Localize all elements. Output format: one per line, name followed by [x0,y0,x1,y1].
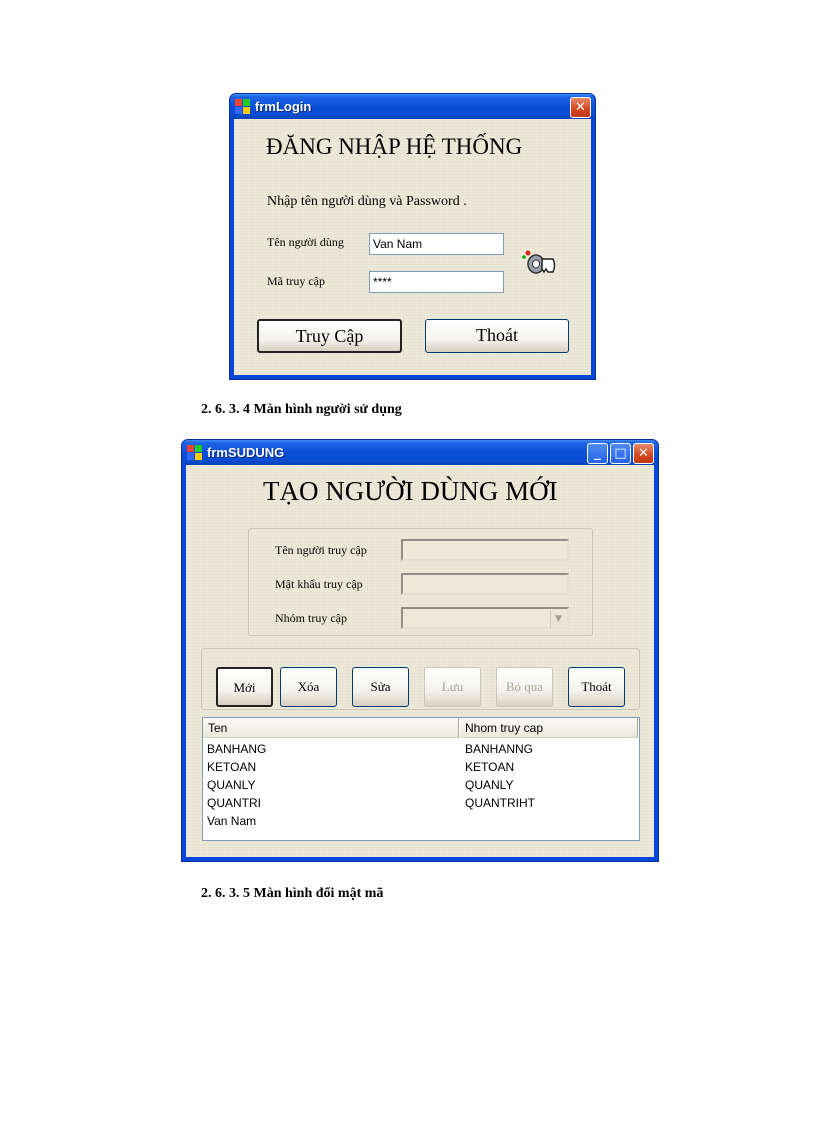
list-item[interactable]: QUANTRI [207,796,261,810]
caption-user-screen: 2. 6. 3. 4 Màn hình người sử dụng [201,402,402,417]
user-window-title: frmSUDUNG [207,445,285,460]
login-window [229,93,596,380]
user-titlebar[interactable] [182,440,658,465]
list-item[interactable]: BANHANG [207,742,267,756]
exit-button[interactable]: Thoát [568,667,625,707]
username-input[interactable]: Van Nam [369,233,504,255]
column-header-group[interactable] [460,718,638,738]
login-instruction: Nhập tên người dùng và Password . [267,194,467,209]
username-label: Tên người dùng [267,235,344,249]
login-titlebar[interactable] [230,94,595,119]
list-item-group: QUANLY [465,778,514,792]
save-button[interactable]: Lưu [424,667,481,707]
edit-button[interactable]: Sửa [352,667,409,707]
access-group-label: Nhóm truy cập [275,611,347,625]
password-input[interactable]: **** [369,271,504,293]
list-item[interactable]: KETOAN [207,760,257,774]
access-username-input[interactable] [401,539,569,561]
maximize-button[interactable]: □ [610,443,631,464]
user-client-area [186,465,654,857]
login-window-title: frmLogin [255,99,312,114]
user-fields-group [248,528,593,636]
user-window [181,439,659,862]
new-button[interactable]: Mới [216,667,273,707]
password-label: Mã truy cập [267,274,325,288]
user-heading: TẠO NGƯỜI DÙNG MỚI [263,476,558,506]
access-password-label: Mật khẩu truy cập [275,577,363,591]
login-heading: ĐĂNG NHẬP HỆ THỐNG [266,134,523,159]
access-password-input[interactable] [401,573,569,595]
login-exit-button[interactable]: Thoát [425,319,569,353]
list-item-group: QUANTRIHT [465,796,535,810]
user-close-button[interactable]: ✕ [633,443,654,464]
column-header-group-label: Nhom truy cap [465,721,544,735]
login-client-area [234,119,591,375]
login-button[interactable]: Truy Cập [257,319,402,353]
access-group-select[interactable] [401,607,569,629]
app-icon [235,99,251,115]
login-close-button[interactable]: ✕ [570,97,591,118]
chevron-down-icon: ▼ [550,610,566,628]
key-icon [520,245,560,281]
caption-password-screen: 2. 6. 3. 5 Màn hình đổi mật mã [201,886,384,901]
list-item-group: KETOAN [465,760,515,774]
delete-button[interactable]: Xóa [280,667,337,707]
column-header-name-label: Ten [208,721,228,735]
list-item-group: BANHANNG [465,742,534,756]
list-item[interactable]: Van Nam [207,814,257,828]
minimize-button[interactable]: _ [587,443,608,464]
app-icon [187,445,203,461]
access-username-label: Tên người truy cập [275,543,367,557]
users-list[interactable] [202,717,640,841]
action-buttons-group [201,648,640,710]
skip-button[interactable]: Bỏ qua [496,667,553,707]
list-item[interactable]: QUANLY [207,778,256,792]
column-header-name[interactable] [203,718,459,738]
